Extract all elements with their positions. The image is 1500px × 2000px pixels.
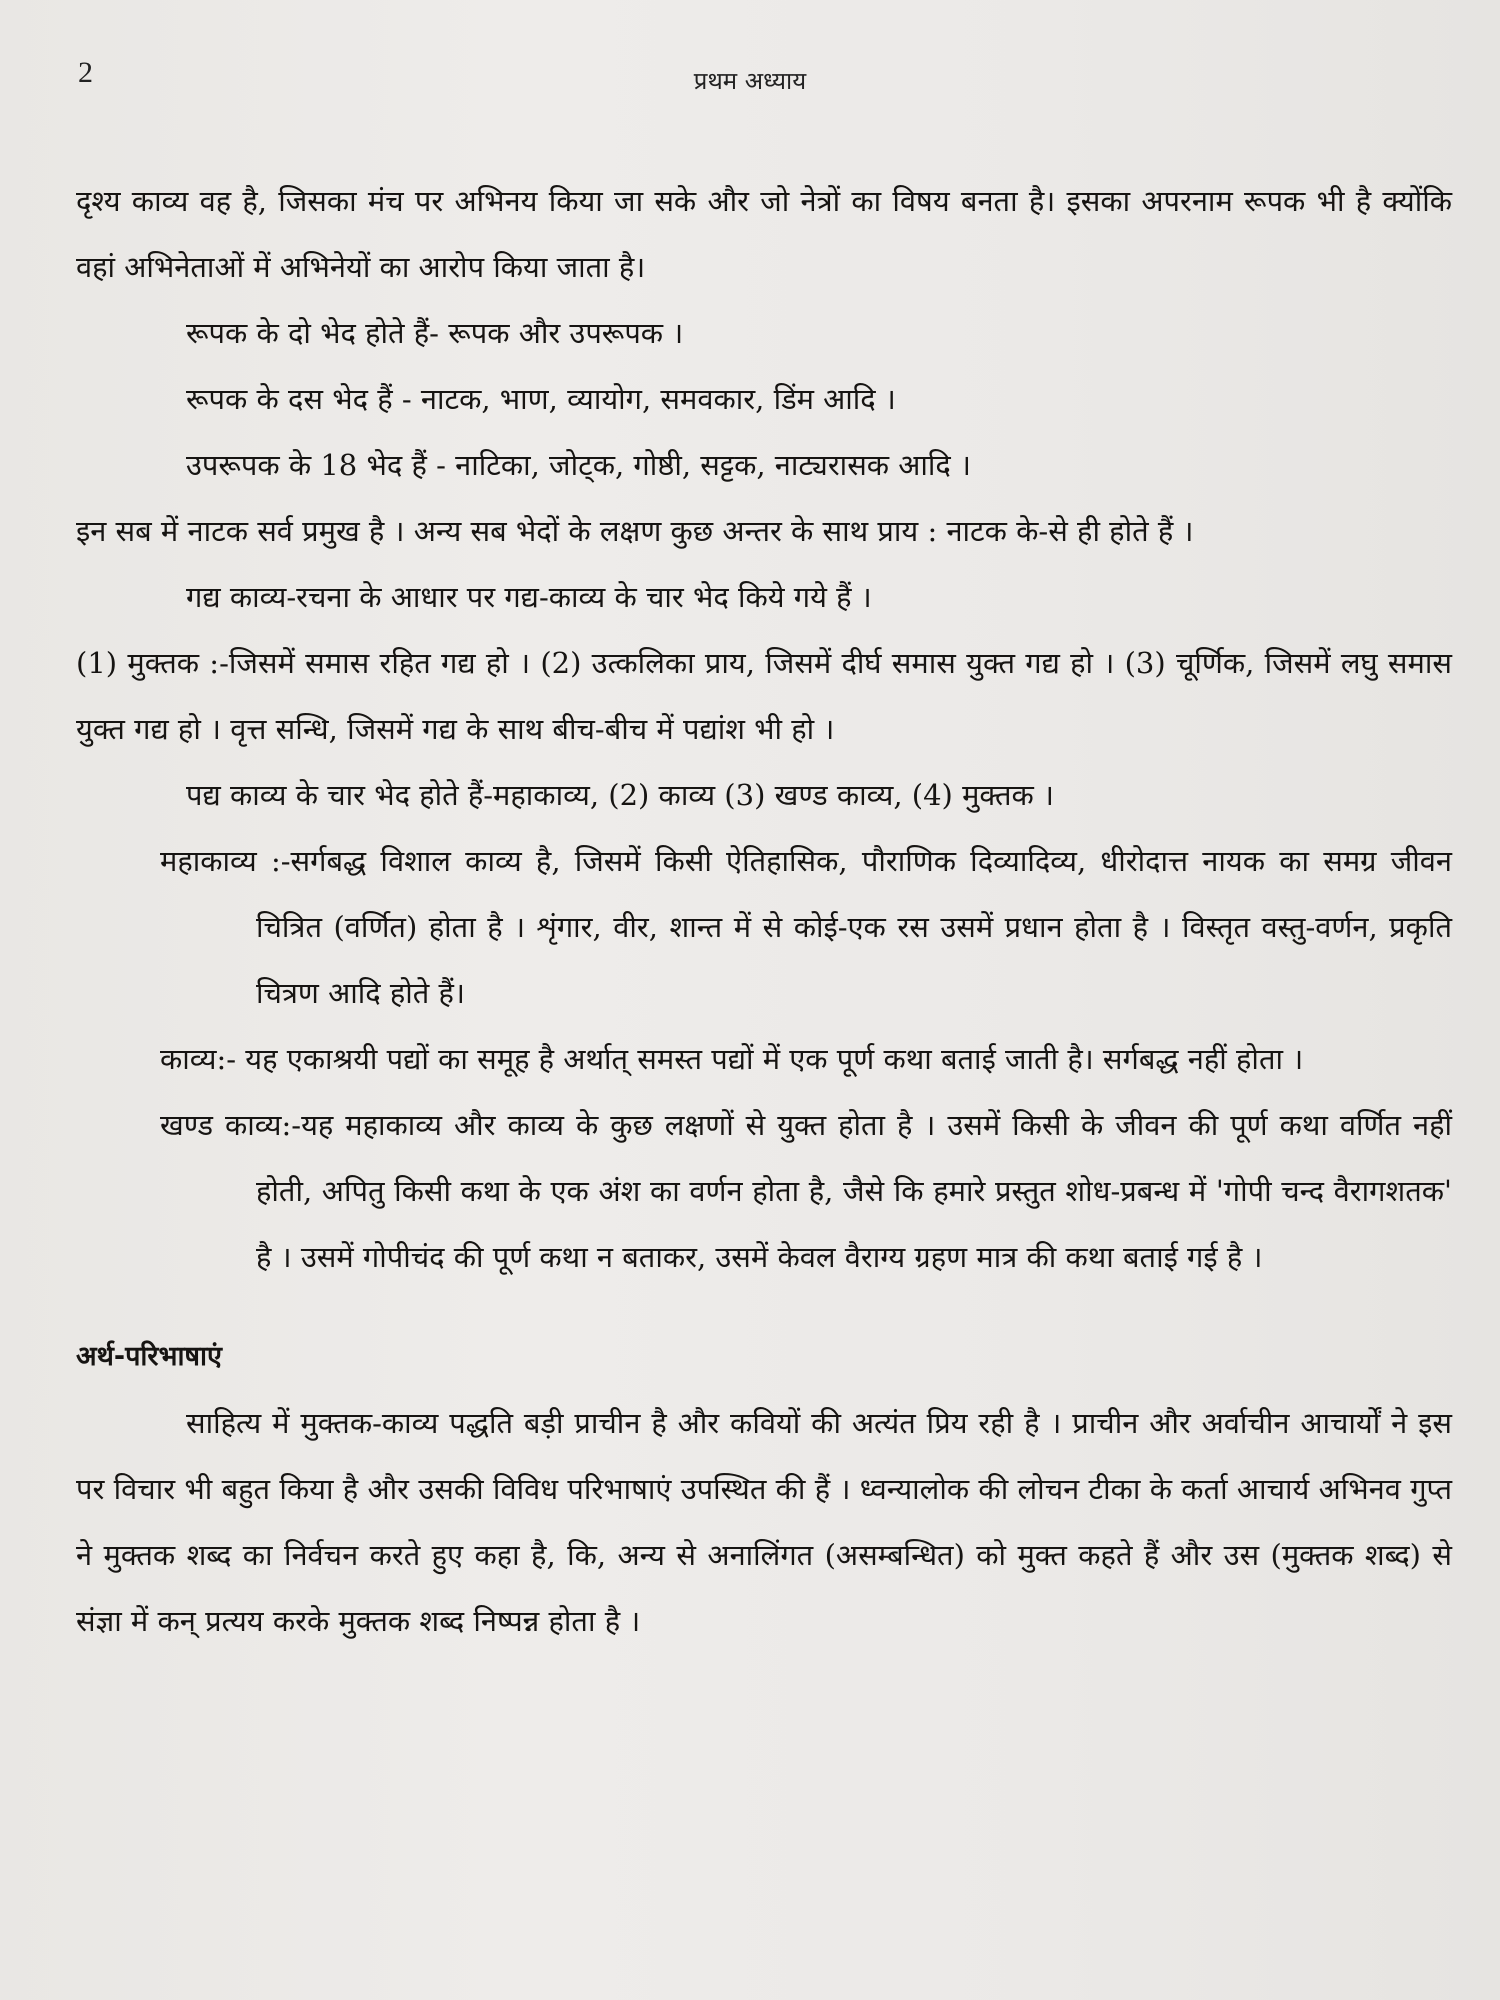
running-title: प्रथम अध्याय (693, 67, 807, 95)
paragraph-rupak-bhed: रूपक के दो भेद होते हैं- रूपक और उपरूपक । (186, 316, 684, 350)
definition-kavya: काव्य:- यह एकाश्रयी पद्यों का समूह है अर्थात् समस्त पद्यों में एक पूर्ण कथा बताई जाती है। सर्गबद्ध नहीं होता । (160, 1042, 1304, 1076)
paragraph-gadya-types: (1) मुक्तक :-जिसमें समास रहित गद्य हो । (2) उत्कलिका प्राय, जिसमें दीर्घ समास युक्त गद्य हो । (3) चूर्णिक, जिसमें लघु समास युक्त गद्य हो । वृत्त सन्धि, जिसमें गद्य के साथ बीच-बीच में पद्यांश भी हो । (76, 646, 1452, 746)
paragraph-uparupak-bhed: उपरूपक के 18 भेद हैं - नाटिका, जोट्क, गोष्ठी, सट्टक, नाट्यरासक आदि । (186, 448, 972, 482)
paragraph-rupak-das-bhed: रूपक के दस भेद हैं - नाटक, भाण, व्यायोग, समवकार, डिंम आदि । (186, 382, 896, 416)
section-heading: अर्थ-परिभाषाएं (76, 1341, 222, 1372)
paragraph-natak-pramukh: इन सब में नाटक सर्व प्रमुख है । अन्य सब भेदों के लक्षण कुछ अन्तर के साथ प्राय : नाटक के-से ही होते हैं । (76, 514, 1194, 548)
page-body (76, 168, 1452, 1654)
definition-mahakavya: महाकाव्य :-सर्गबद्ध विशाल काव्य है, जिसमें किसी ऐतिहासिक, पौराणिक दिव्यादिव्य, धीरोदात्त नायक का समग्र जीवन चित्रित (वर्णित) होता है । शृंगार, वीर, शान्त में से कोई-एक रस उसमें प्रधान होता है । विस्तृत वस्तु-वर्णन, प्रकृति चित्रण आदि होते हैं। (160, 844, 1452, 1010)
page-number: 2 (78, 56, 93, 89)
paragraph-padya-kavya: पद्य काव्य के चार भेद होते हैं-महाकाव्य, (2) काव्य (3) खण्ड काव्य, (4) मुक्तक । (186, 778, 1054, 812)
paragraph-drishya-kavya: दृश्य काव्य वह है, जिसका मंच पर अभिनय किया जा सके और जो नेत्रों का विषय बनता है। इसका अपरनाम रूपक भी है क्योंकि वहां अभिनेताओं में अभिनेयों का आरोप किया जाता है। (76, 184, 1452, 284)
paragraph-gadya-kavya: गद्य काव्य-रचना के आधार पर गद्य-काव्य के चार भेद किये गये हैं । (186, 580, 872, 614)
definition-khand-kavya: खण्ड काव्य:-यह महाकाव्य और काव्य के कुछ लक्षणों से युक्त होता है । उसमें किसी के जीवन की पूर्ण कथा वर्णित नहीं होती, अपितु किसी कथा के एक अंश का वर्णन होता है, जैसे कि हमारे प्रस्तुत शोध-प्रबन्ध में 'गोपी चन्द वैरागशतक' है । उसमें गोपीचंद की पूर्ण कथा न बताकर, उसमें केवल वैराग्य ग्रहण मात्र की कथा बताई गई है । (160, 1108, 1452, 1274)
paragraph-muktak-definition: साहित्य में मुक्तक-काव्य पद्धति बड़ी प्राचीन है और कवियों की अत्यंत प्रिय रही है । प्राचीन और अर्वाचीन आचार्यों ने इस पर विचार भी बहुत किया है और उसकी विविध परिभाषाएं उपस्थित की हैं । ध्वन्यालोक की लोचन टीका के कर्ता आचार्य अभिनव गुप्त ने मुक्तक शब्द का निर्वचन करते हुए कहा है, कि, अन्य से अनालिंगत (असम्बन्धित) को मुक्त कहते हैं और उस (मुक्तक शब्द) से संज्ञा में कन् प्रत्यय करके मुक्तक शब्द निष्पन्न होता है । (76, 1406, 1452, 1638)
